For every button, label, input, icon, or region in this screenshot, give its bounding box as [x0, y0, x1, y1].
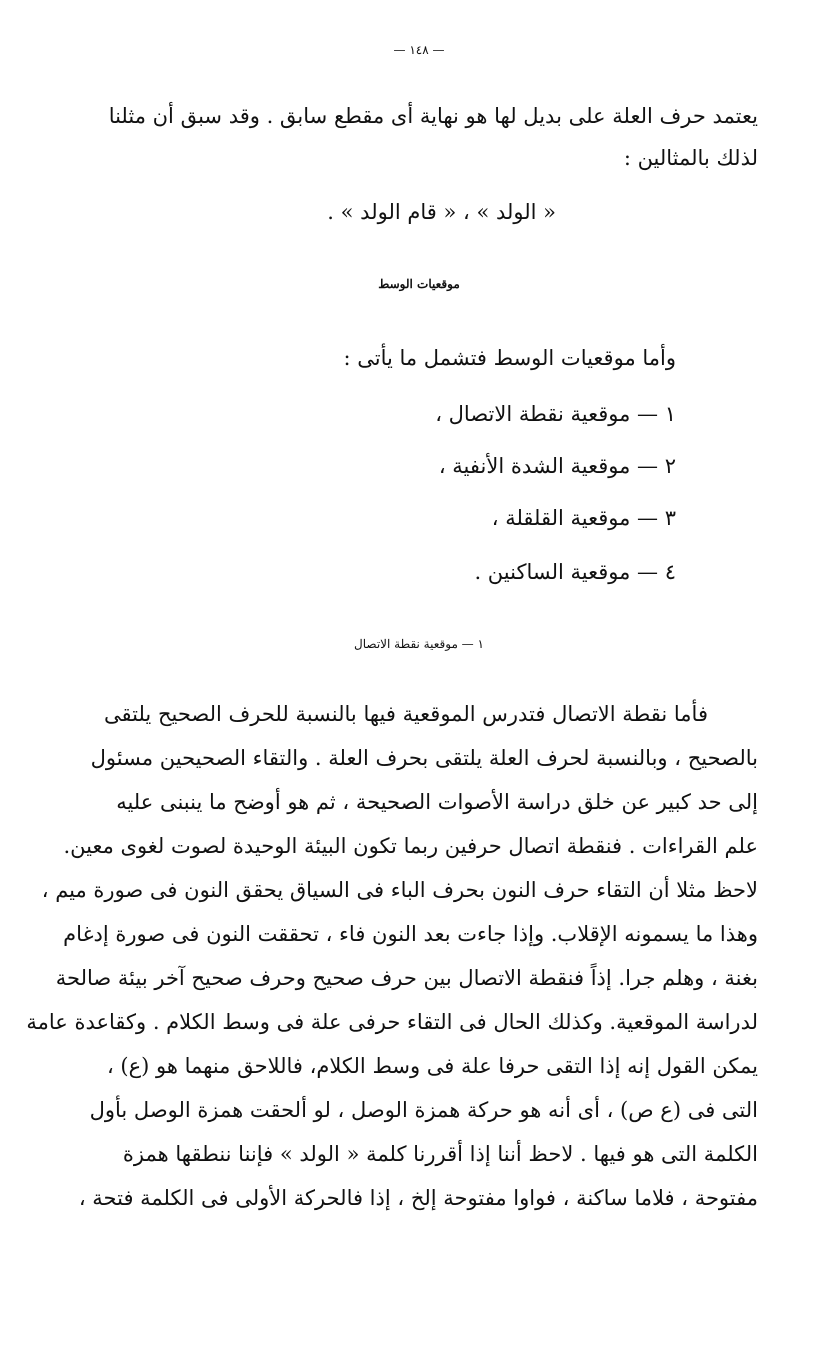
section-intro: وأما موقعيات الوسط فتشمل ما يأتى :	[343, 346, 676, 370]
paragraph-line: مفتوحة ، فلاما ساكنة ، فواوا مفتوحة إلخ ، إذا فالحركة الأولى فى الكلمة فتحة ،	[78, 1186, 758, 1210]
intro-line-1: يعتمد حرف العلة على بديل لها هو نهاية أى مقطع سابق . وقد سبق أن مثلنا	[108, 104, 758, 128]
paragraph-line: فأما نقطة الاتصال فتدرس الموقعية فيها بالنسبة للحرف الصحيح يلتقى	[104, 702, 708, 726]
paragraph-line: لدراسة الموقعية. وكذلك الحال فى التقاء حرفى علة فى وسط الكلام . وكقاعدة عامة	[26, 1010, 758, 1034]
section-title: موقعيات الوسط	[378, 277, 460, 291]
list-item: ١ — موقعية نقطة الاتصال ،	[435, 402, 676, 426]
paragraph-line: لاحظ مثلا أن التقاء حرف النون بحرف الباء فى السياق يحقق النون فى صورة ميم ،	[41, 878, 758, 902]
paragraph-line: وهذا ما يسمونه الإقلاب. وإذا جاءت بعد النون فاء ، تحققت النون فى صورة إدغام	[63, 922, 758, 946]
paragraph-line: إلى حد كبير عن خلق دراسة الأصوات الصحيحة ، ثم هو أوضح ما ينبنى عليه	[116, 790, 758, 814]
subheading: ١ — موقعية نقطة الاتصال	[354, 637, 484, 651]
paragraph-line: يمكن القول إنه إذا التقى حرفا علة فى وسط الكلام، فاللاحق منهما هو (ع) ،	[106, 1054, 758, 1078]
page-number: — ١٤٨ —	[393, 43, 445, 57]
paragraph-line: بالصحيح ، وبالنسبة لحرف العلة يلتقى بحرف العلة . والتقاء الصحيحين مسئول	[90, 746, 758, 770]
list-item: ٤ — موقعية الساكنين .	[474, 560, 676, 584]
paragraph-line: الكلمة التى هو فيها . لاحظ أننا إذا أقررنا كلمة « الولد » فإننا ننطقها همزة	[122, 1142, 758, 1166]
list-item: ٣ — موقعية القلقلة ،	[491, 506, 676, 530]
examples-line: « الولد » ، « قام الولد » .	[327, 200, 556, 224]
paragraph-line: بغنة ، وهلم جرا. إذاً فنقطة الاتصال بين حرف صحيح وحرف صحيح آخر بيئة صالحة	[55, 966, 758, 990]
list-item: ٢ — موقعية الشدة الأنفية ،	[438, 454, 676, 478]
paragraph-line: علم القراءات . فنقطة اتصال حرفين ربما تكون البيئة الوحيدة لصوت لغوى معين.	[63, 834, 758, 858]
paragraph-line: التى فى (ع ص) ، أى أنه هو حركة همزة الوصل ، لو ألحقت همزة الوصل بأول	[89, 1098, 758, 1122]
intro-line-2: لذلك بالمثالين :	[623, 146, 758, 170]
